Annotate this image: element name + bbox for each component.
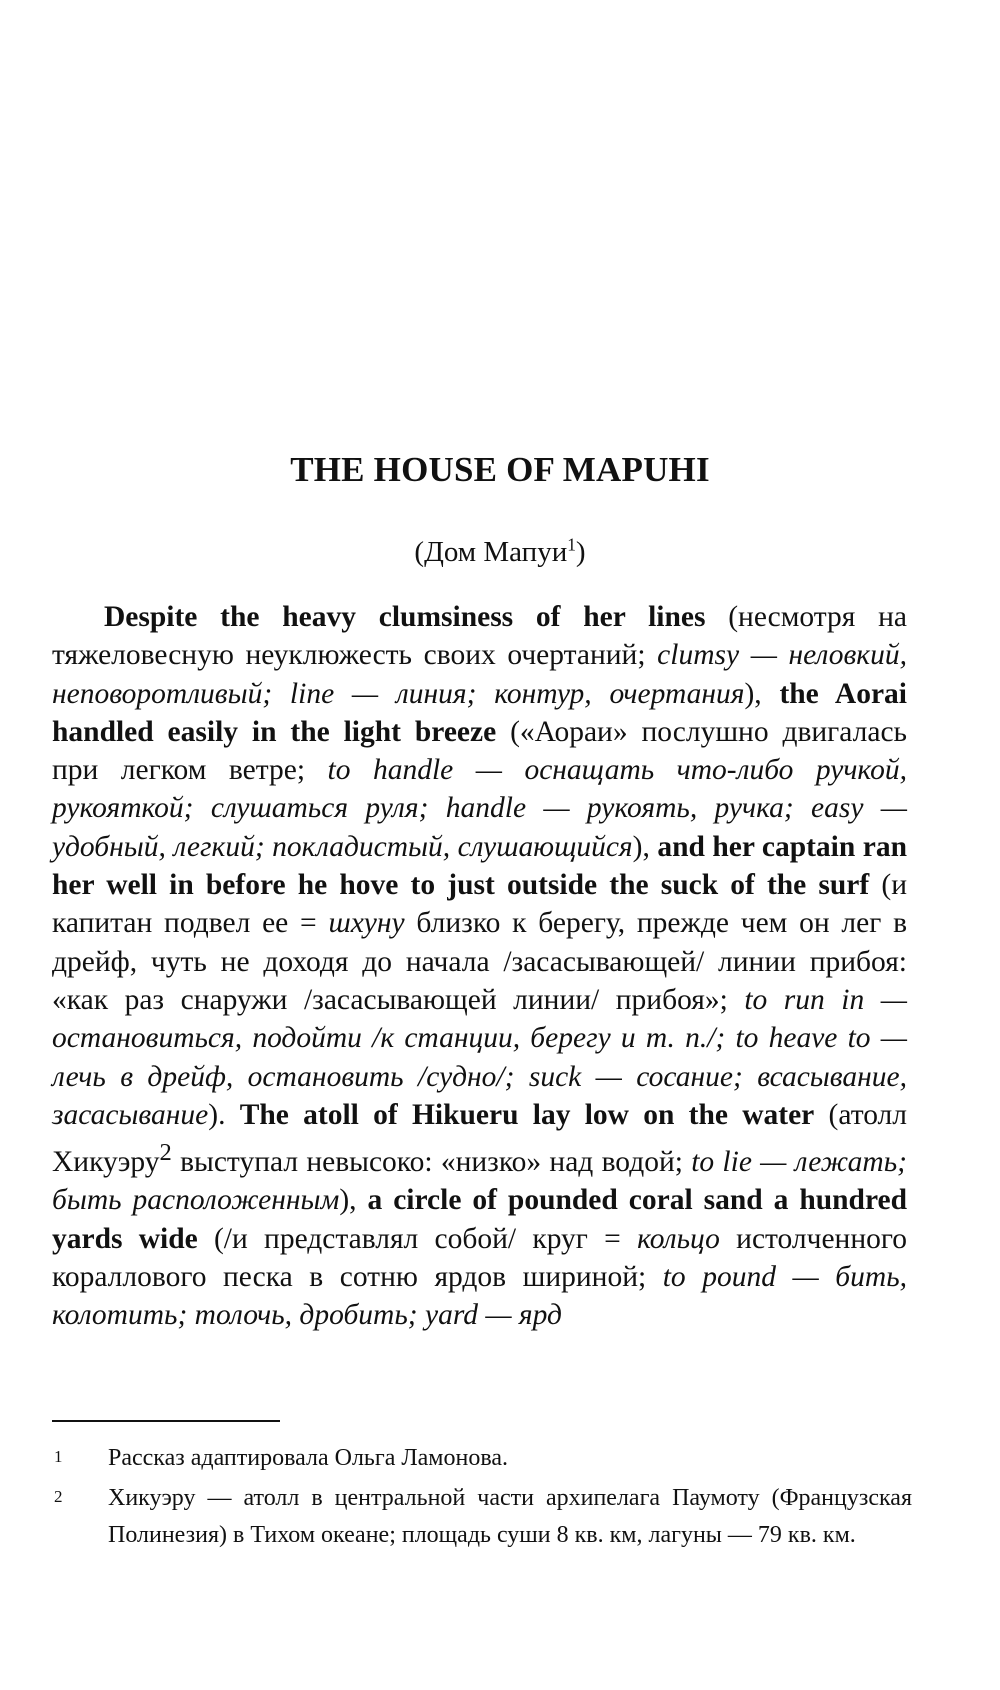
english-phrase: the Aorai handled easily in the light breeze <box>52 677 908 748</box>
vocab-explanation: кольцо <box>637 1222 720 1255</box>
footnote-text: Хикуэру — атолл в центральной части архипелага Паумоту (Французская Полинезия) в Тихом океане; площадь суши 8 кв. км, лагуны — 79 кв. км. <box>108 1485 912 1548</box>
russian-translation: истолченного кораллового песка в сотню ярдов шириной; <box>52 1222 907 1293</box>
vocab-explanation: to handle — оснащать что-либо ручкой, рукояткой; слушаться руля; handle — рукоять, ручка; easy — удобный, легкий; покладистый, слушающийся <box>52 754 907 863</box>
footnotes <box>52 1440 912 1557</box>
subtitle-text: (Дом Мапуи <box>414 536 568 568</box>
vocab-explanation: to lie — лежать; быть расположенным <box>52 1145 907 1217</box>
footnote-text: Рассказ адаптировала Ольга Ламонова. <box>108 1445 508 1471</box>
chapter-subtitle <box>0 532 1000 572</box>
russian-translation: близко к берегу, прежде чем он лег в дрейф, чуть не доходя до начала /засасывающей/ линии прибоя: «как раз снаружи /засасывающей линии/ прибоя»; <box>52 907 907 1016</box>
vocab-explanation: clumsy — неловкий, неповоротливый; line — линия; контур, очертания <box>52 639 907 710</box>
footnote-item <box>52 1480 912 1554</box>
vocab-explanation: to pound — бить, колотить; толочь, дробить; yard — ярд <box>52 1260 907 1332</box>
english-phrase: and her captain ran her well in before he hove to just outside the suck of the surf <box>52 830 907 902</box>
vocab-explanation: шхуну <box>328 907 405 940</box>
chapter-title: THE HOUSE OF MAPUHI <box>290 450 710 489</box>
russian-translation: ), <box>339 1184 368 1217</box>
footnote-marker: 1 <box>54 1447 63 1466</box>
russian-translation: (и капитан подвел ее = <box>52 869 907 940</box>
footnote-marker: 2 <box>54 1487 63 1506</box>
russian-translation: выступал невысоко: «низко» над водой; <box>171 1145 692 1178</box>
russian-translation: («Аораи» послушно двигалась при легком ветре; <box>52 715 907 787</box>
english-phrase: The atoll of Hikueru lay low on the water <box>239 1098 815 1131</box>
russian-translation: (/и представлял собой/ круг = <box>197 1222 638 1255</box>
russian-translation: ). <box>208 1098 240 1131</box>
body-paragraph <box>52 598 907 1334</box>
russian-translation: ), <box>632 830 658 863</box>
russian-translation: (несмотря на тяжеловесную неуклюжесть своих очертаний; <box>52 601 908 672</box>
footnote-ref-1: 1 <box>567 534 576 555</box>
vocab-explanation: to run in — остановиться, подойти /к станции, берегу и т. п./; to heave to — лечь в дрейф, остановить /судно/; suck — сосание; всасывание, засасывание <box>52 983 907 1131</box>
russian-translation: ), <box>744 677 780 710</box>
footnote-divider <box>52 1420 280 1422</box>
footnote-ref-2: 2 <box>159 1139 172 1167</box>
russian-translation: (атолл Хикуэру <box>52 1098 907 1178</box>
english-phrase: a circle of pounded coral sand a hundred yards wide <box>52 1184 908 1255</box>
subtitle-close: ) <box>575 536 586 568</box>
footnote-item <box>52 1440 912 1477</box>
english-phrase: Despite the heavy clumsiness of her lines <box>104 601 706 633</box>
